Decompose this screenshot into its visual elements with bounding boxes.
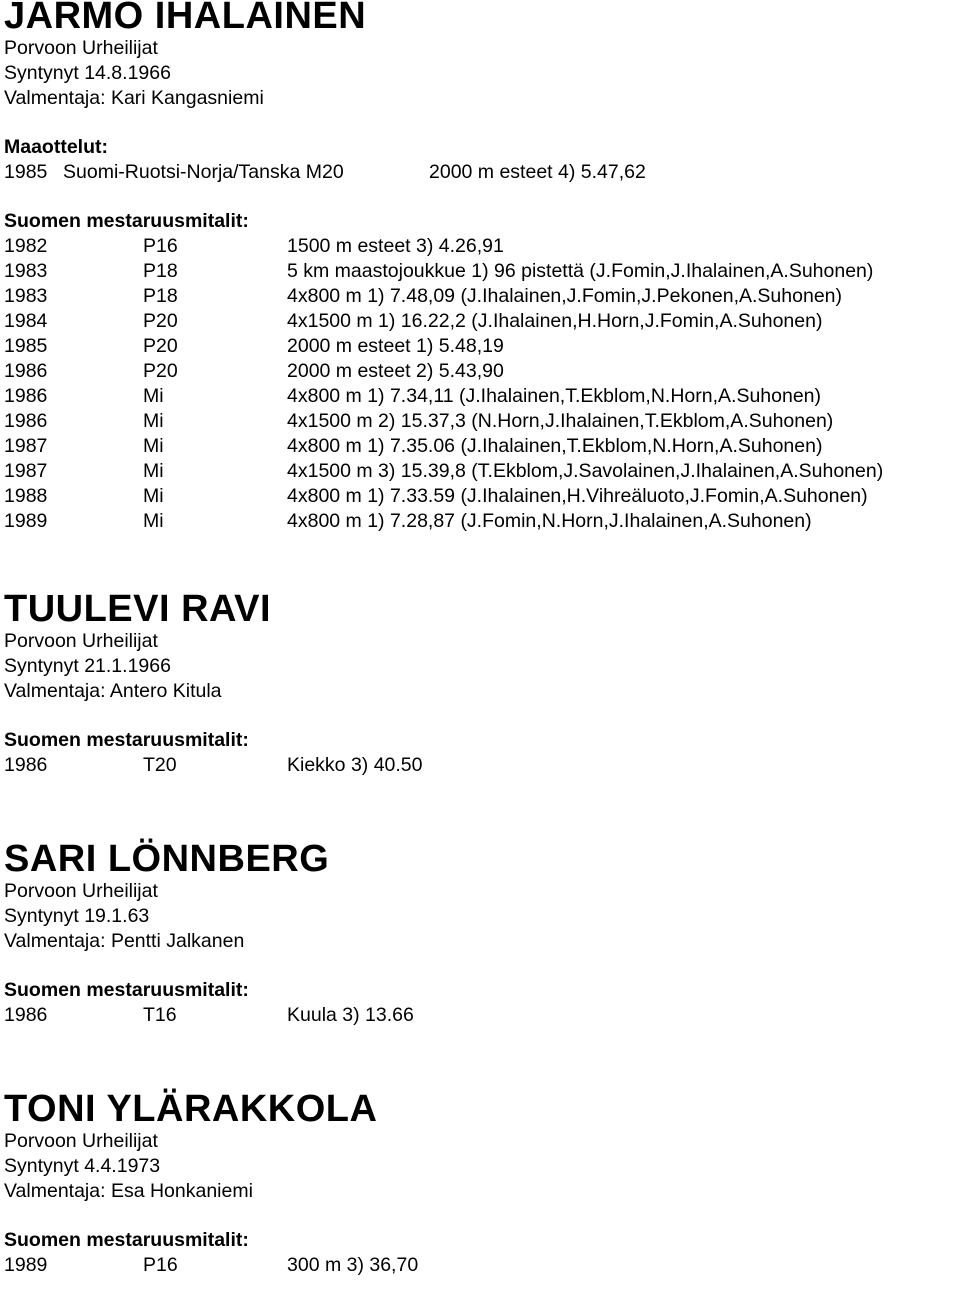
championship-year: 1983 — [4, 260, 48, 282]
championship-class: P20 — [143, 360, 178, 382]
championship-row — [4, 509, 954, 534]
athlete-born: Syntynyt 21.1.1966 — [4, 655, 171, 677]
athlete-name: JARMO IHALAINEN — [4, 0, 367, 37]
championship-row — [4, 309, 954, 334]
athlete-club: Porvoon Urheilijat — [4, 880, 158, 902]
championship-year: 1988 — [4, 485, 48, 507]
championship-year: 1985 — [4, 335, 48, 357]
intl-result: 2000 m esteet 4) 5.47,62 — [429, 161, 646, 183]
championship-row — [4, 234, 954, 259]
championship-year: 1986 — [4, 360, 48, 382]
championship-class: Mi — [143, 510, 164, 532]
championship-class: P20 — [143, 335, 178, 357]
championship-row — [4, 284, 954, 309]
championship-class: T20 — [143, 754, 177, 776]
championship-class: Mi — [143, 460, 164, 482]
championship-row — [4, 753, 954, 778]
championship-result: 1500 m esteet 3) 4.26,91 — [287, 235, 504, 257]
championships-heading: Suomen mestaruusmitalit: — [4, 979, 249, 1001]
championship-row — [4, 334, 954, 359]
championship-year: 1982 — [4, 235, 48, 257]
athlete-born: Syntynyt 19.1.63 — [4, 905, 150, 927]
championship-result: 4x800 m 1) 7.33.59 (J.Ihalainen,H.Vihreäluoto,J.Fomin,A.Suhonen) — [287, 485, 868, 507]
championships-list — [4, 1253, 954, 1278]
championship-result: 4x800 m 1) 7.28,87 (J.Fomin,N.Horn,J.Ihalainen,A.Suhonen) — [287, 510, 812, 532]
athlete-sari-lonnberg — [4, 839, 954, 1028]
championships-list — [4, 234, 954, 534]
championships-list — [4, 753, 954, 778]
championship-result: 300 m 3) 36,70 — [287, 1254, 419, 1276]
intl-year: 1985 — [4, 161, 48, 183]
championship-result: Kiekko 3) 40.50 — [287, 754, 423, 776]
championship-row — [4, 359, 954, 384]
championship-result: 2000 m esteet 2) 5.43,90 — [287, 360, 504, 382]
athlete-jarmo-ihalainen — [4, 0, 954, 534]
championships-heading: Suomen mestaruusmitalit: — [4, 729, 249, 751]
athlete-name: TONI YLÄRAKKOLA — [4, 1088, 378, 1130]
championship-result: 2000 m esteet 1) 5.48,19 — [287, 335, 504, 357]
international-heading: Maaottelut: — [4, 136, 108, 158]
athlete-born: Syntynyt 14.8.1966 — [4, 62, 171, 84]
championship-result: 4x800 m 1) 7.34,11 (J.Ihalainen,T.Ekblom,N.Horn,A.Suhonen) — [287, 385, 822, 407]
championship-class: P20 — [143, 310, 178, 332]
championship-year: 1987 — [4, 435, 48, 457]
championship-class: P18 — [143, 285, 178, 307]
championship-class: Mi — [143, 410, 164, 432]
championship-year: 1986 — [4, 754, 48, 776]
championship-result: 4x1500 m 1) 16.22,2 (J.Ihalainen,H.Horn,J.Fomin,A.Suhonen) — [287, 310, 823, 332]
championship-row — [4, 1003, 954, 1028]
championship-class: T16 — [143, 1004, 177, 1026]
athlete-born: Syntynyt 4.4.1973 — [4, 1155, 161, 1177]
athlete-coach: Valmentaja: Antero Kitula — [4, 680, 222, 702]
athlete-coach: Valmentaja: Kari Kangasniemi — [4, 87, 264, 109]
athlete-club: Porvoon Urheilijat — [4, 630, 158, 652]
championship-result: 4x1500 m 3) 15.39,8 (T.Ekblom,J.Savolainen,J.Ihalainen,A.Suhonen) — [287, 460, 884, 482]
championship-result: 4x800 m 1) 7.35.06 (J.Ihalainen,T.Ekblom,N.Horn,A.Suhonen) — [287, 435, 823, 457]
championship-row — [4, 459, 954, 484]
intl-event: Suomi-Ruotsi-Norja/Tanska M20 — [63, 161, 344, 183]
athlete-name: TUULEVI RAVI — [4, 588, 272, 630]
athlete-club: Porvoon Urheilijat — [4, 37, 158, 59]
championship-row — [4, 434, 954, 459]
championship-year: 1989 — [4, 510, 48, 532]
championship-year: 1984 — [4, 310, 48, 332]
championship-class: Mi — [143, 485, 164, 507]
championship-row — [4, 1253, 954, 1278]
championship-year: 1986 — [4, 385, 48, 407]
championship-year: 1987 — [4, 460, 48, 482]
championship-row — [4, 259, 954, 284]
championship-row — [4, 384, 954, 409]
athlete-name: SARI LÖNNBERG — [4, 838, 330, 880]
athlete-toni-ylarakkola — [4, 1089, 954, 1278]
championship-year: 1983 — [4, 285, 48, 307]
championship-result: 5 km maastojoukkue 1) 96 pistettä (J.Fomin,J.Ihalainen,A.Suhonen) — [287, 260, 874, 282]
championship-class: Mi — [143, 435, 164, 457]
athlete-coach: Valmentaja: Pentti Jalkanen — [4, 930, 245, 952]
athlete-club: Porvoon Urheilijat — [4, 1130, 158, 1152]
championship-year: 1986 — [4, 410, 48, 432]
championship-year: 1986 — [4, 1004, 48, 1026]
championship-year: 1989 — [4, 1254, 48, 1276]
international-row — [4, 160, 954, 185]
championship-result: Kuula 3) 13.66 — [287, 1004, 414, 1026]
championship-class: Mi — [143, 385, 164, 407]
athlete-tuulevi-ravi — [4, 589, 954, 778]
championship-class: P16 — [143, 1254, 178, 1276]
athlete-coach: Valmentaja: Esa Honkaniemi — [4, 1180, 253, 1202]
championship-class: P16 — [143, 235, 178, 257]
championships-list — [4, 1003, 954, 1028]
championships-heading: Suomen mestaruusmitalit: — [4, 210, 249, 232]
championship-result: 4x1500 m 2) 15.37,3 (N.Horn,J.Ihalainen,T.Ekblom,A.Suhonen) — [287, 410, 834, 432]
championships-heading: Suomen mestaruusmitalit: — [4, 1229, 249, 1251]
championship-row — [4, 409, 954, 434]
championship-row — [4, 484, 954, 509]
championship-result: 4x800 m 1) 7.48,09 (J.Ihalainen,J.Fomin,J.Pekonen,A.Suhonen) — [287, 285, 842, 307]
championship-class: P18 — [143, 260, 178, 282]
